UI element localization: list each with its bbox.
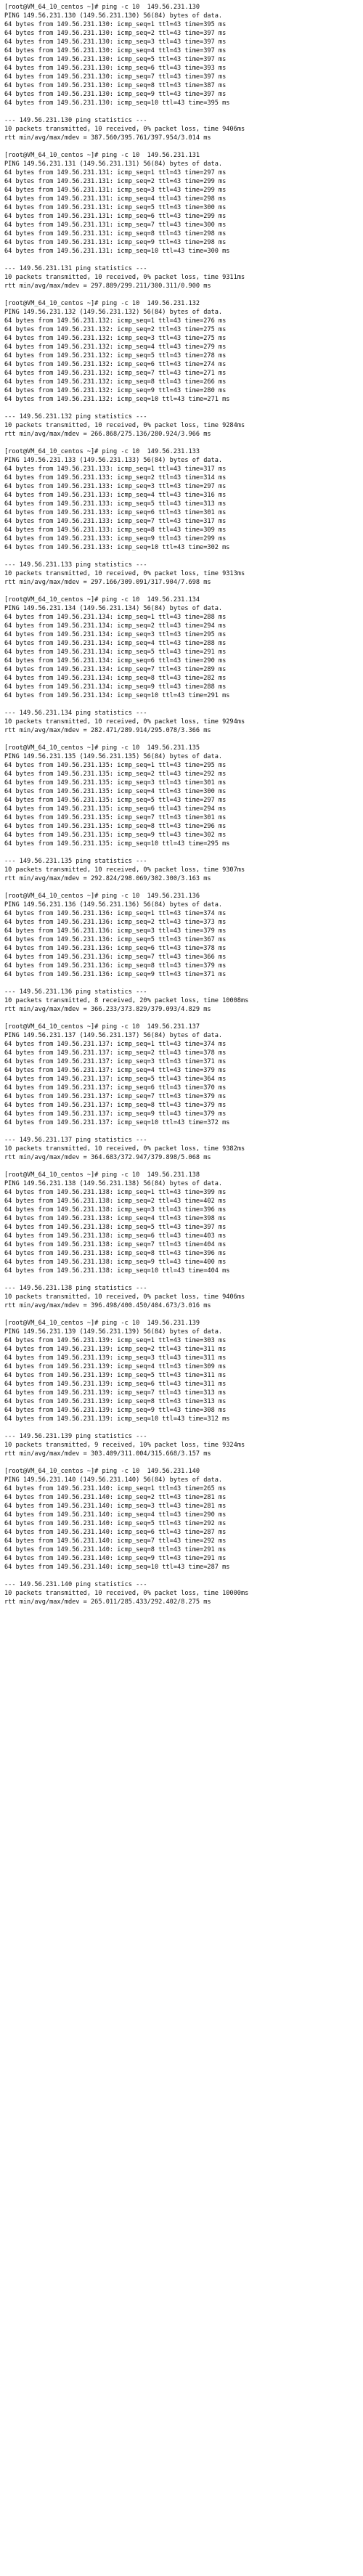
command-prompt-line: [root@VM_64_10_centos ~]# ping -c 10 149.56.231.133 [4,448,200,455]
ping-reply-line: 64 bytes from 149.56.231.136: icmp_seq=3 ttl=43 time=379 ms [4,927,227,935]
ping-reply-line: 64 bytes from 149.56.231.130: icmp_seq=8 ttl=43 time=387 ms [4,82,227,89]
rtt-summary-line: rtt min/avg/max/mdev = 396.498/400.450/404.673/3.016 ms [4,1302,211,1309]
ping-reply-line: 64 bytes from 149.56.231.130: icmp_seq=6 ttl=43 time=393 ms [4,65,227,72]
blank-line [4,1458,363,1467]
blank-line [4,700,363,709]
ping-reply-line: 64 bytes from 149.56.231.133: icmp_seq=5 ttl=43 time=313 ms [4,500,227,508]
rtt-summary-line: rtt min/avg/max/mdev = 282.471/289.914/295.078/3.366 ms [4,727,211,734]
ping-statistics-title: --- 149.56.231.133 ping statistics --- [4,561,147,569]
ping-reply-line: 64 bytes from 149.56.231.139: icmp_seq=3 ttl=43 time=311 ms [4,1354,227,1362]
ping-reply-line: 64 bytes from 149.56.231.134: icmp_seq=9 ttl=43 time=288 ms [4,683,227,691]
ping-reply-line: 64 bytes from 149.56.231.138: icmp_seq=10 ttl=43 time=404 ms [4,1267,230,1275]
ping-reply-line: 64 bytes from 149.56.231.139: icmp_seq=7 ttl=43 time=313 ms [4,1389,227,1397]
ping-reply-line: 64 bytes from 149.56.231.138: icmp_seq=7 ttl=43 time=404 ms [4,1241,227,1248]
ping-header-line: PING 149.56.231.136 (149.56.231.136) 56(84) bytes of data. [4,901,223,909]
blank-line [4,439,363,447]
ping-reply-line: 64 bytes from 149.56.231.134: icmp_seq=3 ttl=43 time=295 ms [4,631,227,638]
ping-statistics-title: --- 149.56.231.139 ping statistics --- [4,1433,147,1440]
packet-summary-line: 10 packets transmitted, 10 received, 0% packet loss, time 9311ms [4,274,245,281]
packet-summary-line: 10 packets transmitted, 10 received, 0% packet loss, time 9382ms [4,1145,245,1153]
rtt-summary-line: rtt min/avg/max/mdev = 266.868/275.136/280.924/3.966 ms [4,431,211,438]
ping-reply-line: 64 bytes from 149.56.231.132: icmp_seq=6 ttl=43 time=274 ms [4,361,227,368]
blank-line [4,1572,363,1580]
ping-reply-line: 64 bytes from 149.56.231.136: icmp_seq=1 ttl=43 time=374 ms [4,910,227,917]
ping-reply-line: 64 bytes from 149.56.231.135: icmp_seq=5 ttl=43 time=297 ms [4,797,227,804]
ping-reply-line: 64 bytes from 149.56.231.131: icmp_seq=10 ttl=43 time=300 ms [4,248,230,255]
ping-reply-line: 64 bytes from 149.56.231.138: icmp_seq=4 ttl=43 time=398 ms [4,1215,227,1222]
packet-summary-line: 10 packets transmitted, 10 received, 0% packet loss, time 9294ms [4,718,245,726]
ping-reply-line: 64 bytes from 149.56.231.130: icmp_seq=2 ttl=43 time=397 ms [4,30,227,37]
ping-reply-line: 64 bytes from 149.56.231.131: icmp_seq=3 ttl=43 time=299 ms [4,187,227,194]
ping-reply-line: 64 bytes from 149.56.231.130: icmp_seq=3 ttl=43 time=397 ms [4,38,227,46]
packet-summary-line: 10 packets transmitted, 10 received, 0% packet loss, time 9406ms [4,126,245,133]
ping-reply-line: 64 bytes from 149.56.231.130: icmp_seq=4 ttl=43 time=397 ms [4,47,227,54]
ping-reply-line: 64 bytes from 149.56.231.138: icmp_seq=8 ttl=43 time=396 ms [4,1250,227,1257]
ping-reply-line: 64 bytes from 149.56.231.131: icmp_seq=8 ttl=43 time=298 ms [4,230,227,237]
ping-reply-line: 64 bytes from 149.56.231.135: icmp_seq=2 ttl=43 time=292 ms [4,771,227,778]
blank-line [4,1127,363,1136]
blank-line [4,1310,363,1319]
blank-line [4,1162,363,1171]
rtt-summary-line: rtt min/avg/max/mdev = 292.824/298.069/302.300/3.163 ms [4,875,211,882]
ping-reply-line: 64 bytes from 149.56.231.131: icmp_seq=1 ttl=43 time=297 ms [4,169,227,176]
rtt-summary-line: rtt min/avg/max/mdev = 387.560/395.761/397.954/3.014 ms [4,134,211,142]
ping-reply-line: 64 bytes from 149.56.231.130: icmp_seq=9 ttl=43 time=397 ms [4,91,227,98]
blank-line [4,1275,363,1284]
ping-statistics-title: --- 149.56.231.136 ping statistics --- [4,988,147,996]
ping-reply-line: 64 bytes from 149.56.231.134: icmp_seq=4 ttl=43 time=288 ms [4,640,227,647]
ping-header-line: PING 149.56.231.139 (149.56.231.139) 56(84) bytes of data. [4,1328,223,1336]
command-prompt-line: [root@VM_64_10_centos ~]# ping -c 10 149.56.231.130 [4,4,200,11]
ping-header-line: PING 149.56.231.137 (149.56.231.137) 56(84) bytes of data. [4,1032,223,1039]
ping-reply-line: 64 bytes from 149.56.231.130: icmp_seq=1 ttl=43 time=395 ms [4,21,227,28]
ping-header-line: PING 149.56.231.138 (149.56.231.138) 56(84) bytes of data. [4,1180,223,1187]
ping-reply-line: 64 bytes from 149.56.231.136: icmp_seq=9 ttl=43 time=371 ms [4,971,227,978]
packet-summary-line: 10 packets transmitted, 10 received, 0% packet loss, time 9406ms [4,1293,245,1301]
ping-reply-line: 64 bytes from 149.56.231.137: icmp_seq=1 ttl=43 time=374 ms [4,1041,227,1048]
ping-reply-line: 64 bytes from 149.56.231.132: icmp_seq=4 ttl=43 time=279 ms [4,344,227,351]
command-prompt-line: [root@VM_64_10_centos ~]# ping -c 10 149.56.231.135 [4,744,200,752]
ping-reply-line: 64 bytes from 149.56.231.138: icmp_seq=6 ttl=43 time=403 ms [4,1232,227,1240]
ping-reply-line: 64 bytes from 149.56.231.136: icmp_seq=5 ttl=43 time=367 ms [4,936,227,943]
ping-reply-line: 64 bytes from 149.56.231.139: icmp_seq=8 ttl=43 time=313 ms [4,1398,227,1405]
command-prompt-line: [root@VM_64_10_centos ~]# ping -c 10 149.56.231.131 [4,152,200,159]
ping-reply-line: 64 bytes from 149.56.231.140: icmp_seq=6 ttl=43 time=287 ms [4,1529,227,1536]
blank-line [4,142,363,151]
ping-reply-line: 64 bytes from 149.56.231.132: icmp_seq=10 ttl=43 time=271 ms [4,396,230,403]
ping-reply-line: 64 bytes from 149.56.231.133: icmp_seq=7 ttl=43 time=317 ms [4,518,227,525]
ping-reply-line: 64 bytes from 149.56.231.140: icmp_seq=2 ttl=43 time=281 ms [4,1494,227,1501]
ping-statistics-title: --- 149.56.231.140 ping statistics --- [4,1581,147,1588]
ping-reply-line: 64 bytes from 149.56.231.137: icmp_seq=8 ttl=43 time=379 ms [4,1102,227,1109]
ping-reply-line: 64 bytes from 149.56.231.138: icmp_seq=9 ttl=43 time=400 ms [4,1259,227,1266]
ping-reply-line: 64 bytes from 149.56.231.140: icmp_seq=1 ttl=43 time=265 ms [4,1485,227,1492]
ping-statistics-title: --- 149.56.231.131 ping statistics --- [4,265,147,272]
packet-summary-line: 10 packets transmitted, 9 received, 10% packet loss, time 9324ms [4,1442,245,1449]
command-prompt-line: [root@VM_64_10_centos ~]# ping -c 10 149.56.231.132 [4,300,200,307]
command-prompt-line: [root@VM_64_10_centos ~]# ping -c 10 149.56.231.137 [4,1023,200,1031]
ping-reply-line: 64 bytes from 149.56.231.133: icmp_seq=6 ttl=43 time=301 ms [4,509,227,516]
blank-line [4,107,363,116]
ping-reply-line: 64 bytes from 149.56.231.134: icmp_seq=10 ttl=43 time=291 ms [4,692,230,699]
ping-reply-line: 64 bytes from 149.56.231.139: icmp_seq=5 ttl=43 time=311 ms [4,1372,227,1379]
ping-reply-line: 64 bytes from 149.56.231.133: icmp_seq=9 ttl=43 time=299 ms [4,535,227,543]
command-prompt-line: [root@VM_64_10_centos ~]# ping -c 10 149.56.231.138 [4,1171,200,1179]
ping-reply-line: 64 bytes from 149.56.231.135: icmp_seq=7 ttl=43 time=301 ms [4,814,227,821]
ping-reply-line: 64 bytes from 149.56.231.135: icmp_seq=1 ttl=43 time=295 ms [4,762,227,769]
ping-header-line: PING 149.56.231.130 (149.56.231.130) 56(84) bytes of data. [4,12,223,20]
ping-reply-line: 64 bytes from 149.56.231.136: icmp_seq=7 ttl=43 time=366 ms [4,954,227,961]
blank-line [4,1423,363,1432]
rtt-summary-line: rtt min/avg/max/mdev = 364.683/372.947/379.898/5.068 ms [4,1154,211,1161]
ping-reply-line: 64 bytes from 149.56.231.135: icmp_seq=10 ttl=43 time=295 ms [4,840,230,848]
blank-line [4,1014,363,1023]
ping-reply-line: 64 bytes from 149.56.231.131: icmp_seq=5 ttl=43 time=300 ms [4,204,227,211]
ping-reply-line: 64 bytes from 149.56.231.131: icmp_seq=2 ttl=43 time=299 ms [4,178,227,185]
ping-reply-line: 64 bytes from 149.56.231.133: icmp_seq=3 ttl=43 time=297 ms [4,483,227,490]
blank-line [4,979,363,988]
ping-reply-line: 64 bytes from 149.56.231.131: icmp_seq=4 ttl=43 time=298 ms [4,195,227,203]
ping-reply-line: 64 bytes from 149.56.231.140: icmp_seq=5 ttl=43 time=292 ms [4,1520,227,1527]
blank-line [4,848,363,857]
ping-reply-line: 64 bytes from 149.56.231.140: icmp_seq=7 ttl=43 time=292 ms [4,1537,227,1545]
ping-reply-line: 64 bytes from 149.56.231.130: icmp_seq=7 ttl=43 time=397 ms [4,73,227,81]
blank-line [4,883,363,892]
ping-reply-line: 64 bytes from 149.56.231.135: icmp_seq=6 ttl=43 time=294 ms [4,805,227,813]
ping-reply-line: 64 bytes from 149.56.231.131: icmp_seq=6 ttl=43 time=299 ms [4,213,227,220]
ping-reply-line: 64 bytes from 149.56.231.138: icmp_seq=5 ttl=43 time=397 ms [4,1224,227,1231]
ping-reply-line: 64 bytes from 149.56.231.137: icmp_seq=9 ttl=43 time=379 ms [4,1110,227,1118]
blank-line [4,256,363,264]
command-prompt-line: [root@VM_64_10_centos ~]# ping -c 10 149.56.231.136 [4,893,200,900]
ping-statistics-title: --- 149.56.231.132 ping statistics --- [4,413,147,420]
ping-reply-line: 64 bytes from 149.56.231.134: icmp_seq=6 ttl=43 time=290 ms [4,657,227,665]
ping-statistics-title: --- 149.56.231.134 ping statistics --- [4,710,147,717]
blank-line [4,587,363,596]
packet-summary-line: 10 packets transmitted, 10 received, 0% packet loss, time 10000ms [4,1590,249,1597]
ping-reply-line: 64 bytes from 149.56.231.134: icmp_seq=8 ttl=43 time=282 ms [4,675,227,682]
ping-reply-line: 64 bytes from 149.56.231.133: icmp_seq=4 ttl=43 time=316 ms [4,492,227,499]
packet-summary-line: 10 packets transmitted, 10 received, 0% packet loss, time 9307ms [4,866,245,874]
rtt-summary-line: rtt min/avg/max/mdev = 297.166/309.091/317.904/7.698 ms [4,579,211,586]
ping-reply-line: 64 bytes from 149.56.231.139: icmp_seq=4 ttl=43 time=309 ms [4,1363,227,1370]
ping-header-line: PING 149.56.231.132 (149.56.231.132) 56(84) bytes of data. [4,309,223,316]
blank-line [4,552,363,561]
ping-reply-line: 64 bytes from 149.56.231.134: icmp_seq=5 ttl=43 time=291 ms [4,649,227,656]
ping-reply-line: 64 bytes from 149.56.231.140: icmp_seq=4 ttl=43 time=290 ms [4,1511,227,1519]
ping-reply-line: 64 bytes from 149.56.231.132: icmp_seq=2 ttl=43 time=275 ms [4,326,227,333]
ping-reply-line: 64 bytes from 149.56.231.132: icmp_seq=5 ttl=43 time=278 ms [4,352,227,359]
ping-reply-line: 64 bytes from 149.56.231.139: icmp_seq=6 ttl=43 time=311 ms [4,1381,227,1388]
ping-statistics-title: --- 149.56.231.135 ping statistics --- [4,858,147,865]
ping-statistics-title: --- 149.56.231.137 ping statistics --- [4,1137,147,1144]
ping-reply-line: 64 bytes from 149.56.231.137: icmp_seq=10 ttl=43 time=372 ms [4,1119,230,1126]
ping-reply-line: 64 bytes from 149.56.231.132: icmp_seq=1 ttl=43 time=276 ms [4,317,227,325]
ping-reply-line: 64 bytes from 149.56.231.139: icmp_seq=1 ttl=43 time=303 ms [4,1337,227,1344]
ping-reply-line: 64 bytes from 149.56.231.138: icmp_seq=1 ttl=43 time=399 ms [4,1189,227,1196]
ping-header-line: PING 149.56.231.140 (149.56.231.140) 56(84) bytes of data. [4,1476,223,1484]
ping-reply-line: 64 bytes from 149.56.231.139: icmp_seq=9 ttl=43 time=308 ms [4,1407,227,1414]
ping-reply-line: 64 bytes from 149.56.231.132: icmp_seq=9 ttl=43 time=280 ms [4,387,227,394]
ping-reply-line: 64 bytes from 149.56.231.136: icmp_seq=2 ttl=43 time=373 ms [4,919,227,926]
blank-line [4,404,363,413]
rtt-summary-line: rtt min/avg/max/mdev = 366.233/373.829/379.093/4.829 ms [4,1006,211,1013]
ping-reply-line: 64 bytes from 149.56.231.133: icmp_seq=1 ttl=43 time=317 ms [4,466,227,473]
ping-reply-line: 64 bytes from 149.56.231.135: icmp_seq=8 ttl=43 time=296 ms [4,823,227,830]
ping-reply-line: 64 bytes from 149.56.231.137: icmp_seq=3 ttl=43 time=371 ms [4,1058,227,1065]
ping-reply-line: 64 bytes from 149.56.231.134: icmp_seq=7 ttl=43 time=289 ms [4,666,227,673]
ping-reply-line: 64 bytes from 149.56.231.131: icmp_seq=9 ttl=43 time=298 ms [4,239,227,246]
ping-reply-line: 64 bytes from 149.56.231.134: icmp_seq=2 ttl=43 time=294 ms [4,622,227,630]
ping-reply-line: 64 bytes from 149.56.231.133: icmp_seq=8 ttl=43 time=309 ms [4,527,227,534]
rtt-summary-line: rtt min/avg/max/mdev = 265.011/285.433/292.402/8.275 ms [4,1598,211,1606]
ping-reply-line: 64 bytes from 149.56.231.133: icmp_seq=2 ttl=43 time=314 ms [4,474,227,482]
command-prompt-line: [root@VM_64_10_centos ~]# ping -c 10 149.56.231.139 [4,1320,200,1327]
ping-reply-line: 64 bytes from 149.56.231.136: icmp_seq=8 ttl=43 time=379 ms [4,962,227,970]
ping-reply-line: 64 bytes from 149.56.231.130: icmp_seq=10 ttl=43 time=395 ms [4,99,230,107]
ping-reply-line: 64 bytes from 149.56.231.135: icmp_seq=3 ttl=43 time=301 ms [4,779,227,787]
ping-reply-line: 64 bytes from 149.56.231.135: icmp_seq=9 ttl=43 time=302 ms [4,832,227,839]
ping-reply-line: 64 bytes from 149.56.231.140: icmp_seq=9 ttl=43 time=291 ms [4,1555,227,1562]
packet-summary-line: 10 packets transmitted, 10 received, 0% packet loss, time 9313ms [4,570,245,577]
ping-reply-line: 64 bytes from 149.56.231.137: icmp_seq=2 ttl=43 time=378 ms [4,1049,227,1057]
blank-line [4,735,363,744]
rtt-summary-line: rtt min/avg/max/mdev = 303.409/311.004/315.668/3.157 ms [4,1450,211,1458]
blank-line [4,290,363,299]
ping-reply-line: 64 bytes from 149.56.231.132: icmp_seq=8 ttl=43 time=266 ms [4,378,227,386]
ping-reply-line: 64 bytes from 149.56.231.130: icmp_seq=5 ttl=43 time=397 ms [4,56,227,63]
ping-header-line: PING 149.56.231.135 (149.56.231.135) 56(84) bytes of data. [4,753,223,760]
ping-statistics-title: --- 149.56.231.138 ping statistics --- [4,1285,147,1292]
ping-reply-line: 64 bytes from 149.56.231.132: icmp_seq=7 ttl=43 time=271 ms [4,370,227,377]
packet-summary-line: 10 packets transmitted, 10 received, 0% packet loss, time 9284ms [4,422,245,429]
command-prompt-line: [root@VM_64_10_centos ~]# ping -c 10 149.56.231.140 [4,1468,200,1475]
ping-statistics-title: --- 149.56.231.130 ping statistics --- [4,117,147,124]
ping-reply-line: 64 bytes from 149.56.231.134: icmp_seq=1 ttl=43 time=288 ms [4,614,227,621]
ping-reply-line: 64 bytes from 149.56.231.138: icmp_seq=2 ttl=43 time=402 ms [4,1198,227,1205]
command-prompt-line: [root@VM_64_10_centos ~]# ping -c 10 149.56.231.134 [4,596,200,604]
ping-reply-line: 64 bytes from 149.56.231.139: icmp_seq=10 ttl=43 time=312 ms [4,1415,230,1423]
ping-reply-line: 64 bytes from 149.56.231.132: icmp_seq=3 ttl=43 time=275 ms [4,335,227,342]
ping-header-line: PING 149.56.231.131 (149.56.231.131) 56(84) bytes of data. [4,161,223,168]
ping-reply-line: 64 bytes from 149.56.231.137: icmp_seq=6 ttl=43 time=370 ms [4,1084,227,1092]
ping-reply-line: 64 bytes from 149.56.231.137: icmp_seq=7 ttl=43 time=379 ms [4,1093,227,1100]
ping-header-line: PING 149.56.231.133 (149.56.231.133) 56(84) bytes of data. [4,457,223,464]
ping-reply-line: 64 bytes from 149.56.231.138: icmp_seq=3 ttl=43 time=396 ms [4,1206,227,1214]
ping-reply-line: 64 bytes from 149.56.231.131: icmp_seq=7 ttl=43 time=300 ms [4,222,227,229]
ping-reply-line: 64 bytes from 149.56.231.140: icmp_seq=3 ttl=43 time=281 ms [4,1503,227,1510]
ping-reply-line: 64 bytes from 149.56.231.137: icmp_seq=4 ttl=43 time=379 ms [4,1067,227,1074]
packet-summary-line: 10 packets transmitted, 8 received, 20% packet loss, time 10008ms [4,997,249,1004]
ping-reply-line: 64 bytes from 149.56.231.136: icmp_seq=6 ttl=43 time=378 ms [4,945,227,952]
ping-header-line: PING 149.56.231.134 (149.56.231.134) 56(84) bytes of data. [4,605,223,612]
ping-reply-line: 64 bytes from 149.56.231.135: icmp_seq=4 ttl=43 time=300 ms [4,788,227,795]
rtt-summary-line: rtt min/avg/max/mdev = 297.889/299.211/300.311/0.900 ms [4,283,211,290]
ping-reply-line: 64 bytes from 149.56.231.140: icmp_seq=8 ttl=43 time=291 ms [4,1546,227,1553]
ping-reply-line: 64 bytes from 149.56.231.140: icmp_seq=10 ttl=43 time=287 ms [4,1564,230,1571]
ping-reply-line: 64 bytes from 149.56.231.137: icmp_seq=5 ttl=43 time=364 ms [4,1076,227,1083]
ping-reply-line: 64 bytes from 149.56.231.133: icmp_seq=10 ttl=43 time=302 ms [4,544,230,551]
ping-reply-line: 64 bytes from 149.56.231.139: icmp_seq=2 ttl=43 time=311 ms [4,1346,227,1353]
